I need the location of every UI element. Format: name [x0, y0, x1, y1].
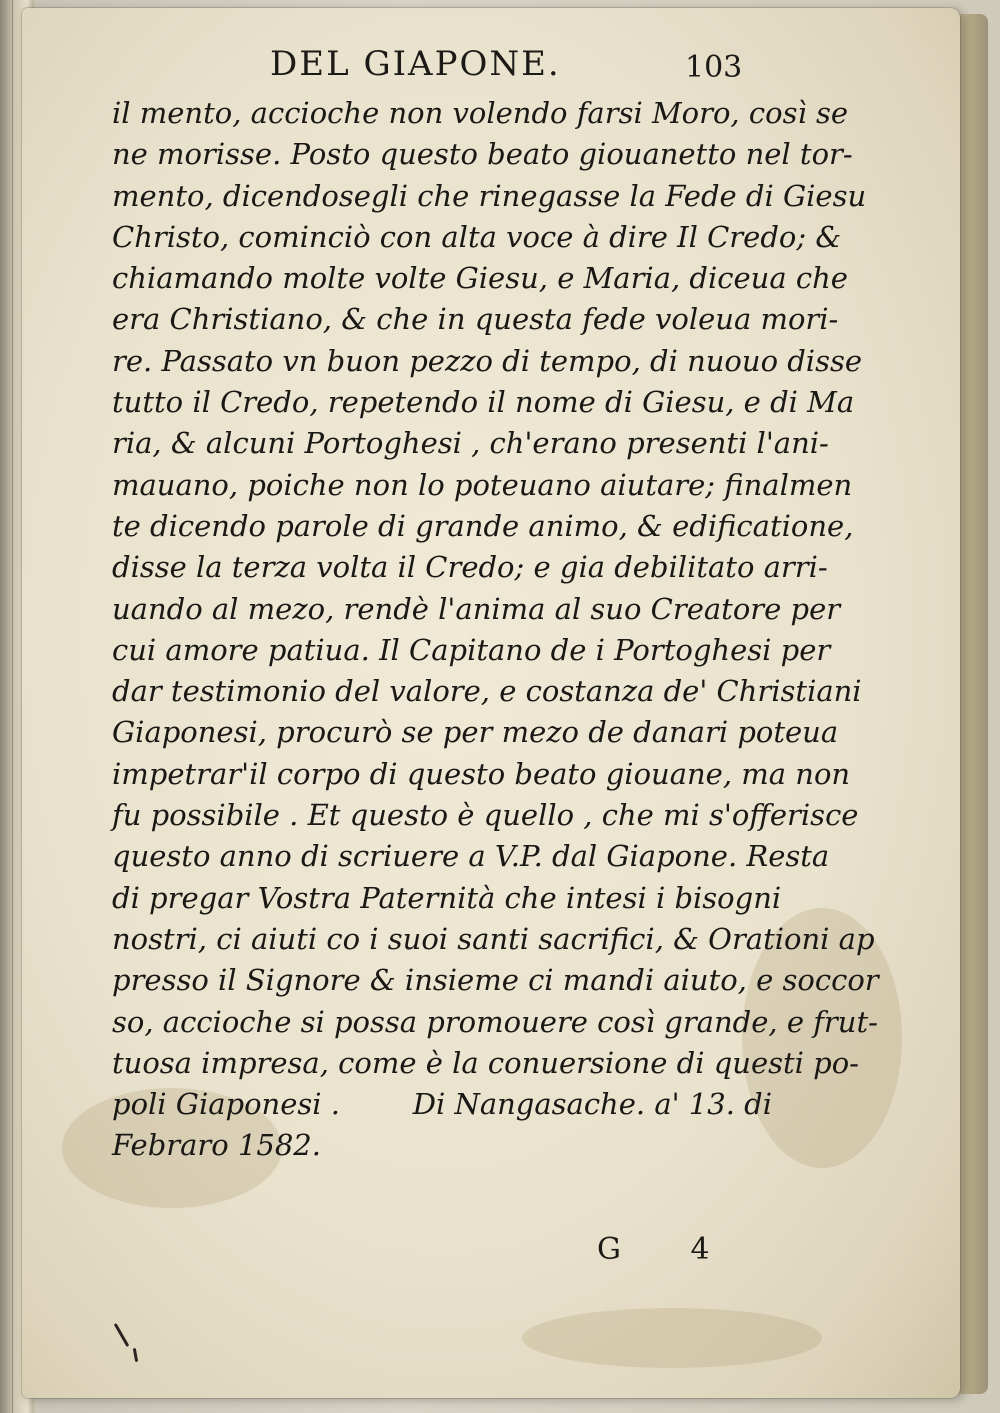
text-line: te dicendo parole di grande animo, & edificatione, [112, 508, 854, 543]
text-line: il mento, acciochе non volendo farsi Moro, così se [112, 96, 848, 130]
text-line: fu possibile . Et questo è quello , che mi s'offerisce [112, 798, 859, 833]
text-line: uando al mezo, rendè l'anima al suo Creatore per [112, 591, 841, 626]
text-line: di pregar Vostra Paternità che intesi i bisogni [112, 880, 782, 915]
text-line: re. Passato vn buon pezzo di tempo, di nuouo disse [112, 343, 863, 378]
closing-left: poli Giaponesi . [112, 1087, 340, 1122]
text-line: disse la terza volta il Credo; e gia debilitato arri- [112, 550, 828, 585]
signature-mark: G 4 [597, 1232, 740, 1267]
text-line: impetrar'il corpo di questo beato giouane, ma non [112, 756, 851, 791]
closing-date: Febraro 1582. [112, 1128, 321, 1163]
body-text [112, 93, 879, 1167]
closing-dateline: Di Nangasache. a' 13. di [412, 1087, 772, 1122]
text-line: Giaponesi, procurò se per mezo de danari poteua [112, 715, 839, 750]
running-head: DEL GIAPONE. [270, 44, 561, 84]
paper-stain [522, 1308, 822, 1368]
text-line: presso il Signore & insieme ci mandi aiuto, e soccor [112, 963, 879, 998]
text-line: mauano, poiche non lo poteuano aiutare; finalmen [112, 467, 853, 502]
text-line: ne morisse. Posto questo beato giouanetto nel tor- [112, 137, 853, 172]
text-line: Christo, cominciò con alta voce à dire Il Credo; & [112, 219, 842, 254]
text-line: questo anno di scriuere a V.P. dal Giapone. Resta [112, 839, 830, 874]
text-line: dar testimonio del valore, e costanza de' Christiani [112, 674, 862, 709]
text-line: era Christiano, & che in questa fede voleua mori- [112, 302, 839, 337]
closing-line [112, 1084, 772, 1125]
text-line: nostri, ci aiuti co i suoi santi sacrifici, & Orationi ap [112, 921, 875, 956]
text-line: chiamando molte volte Giesu, e Maria, diceua che [112, 261, 848, 296]
text-line: so, acciochе si possa promouere così grande, e frut- [112, 1004, 878, 1039]
text-line: ria, & alcuni Portoghesi , ch'erano presenti l'ani- [112, 426, 829, 461]
text-line: cui amore patiua. Il Capitano de i Portoghesi per [112, 632, 831, 667]
text-line: mento, dicendosegli che rinegasse la Fede di Giesu [112, 178, 867, 213]
text-line: tutto il Credo, repetendo il nome di Giesu, e di Ma [112, 385, 855, 420]
text-line: tuosa impresa, come è la conuersione di questi po- [112, 1045, 859, 1080]
page-number: 103 [685, 50, 743, 85]
